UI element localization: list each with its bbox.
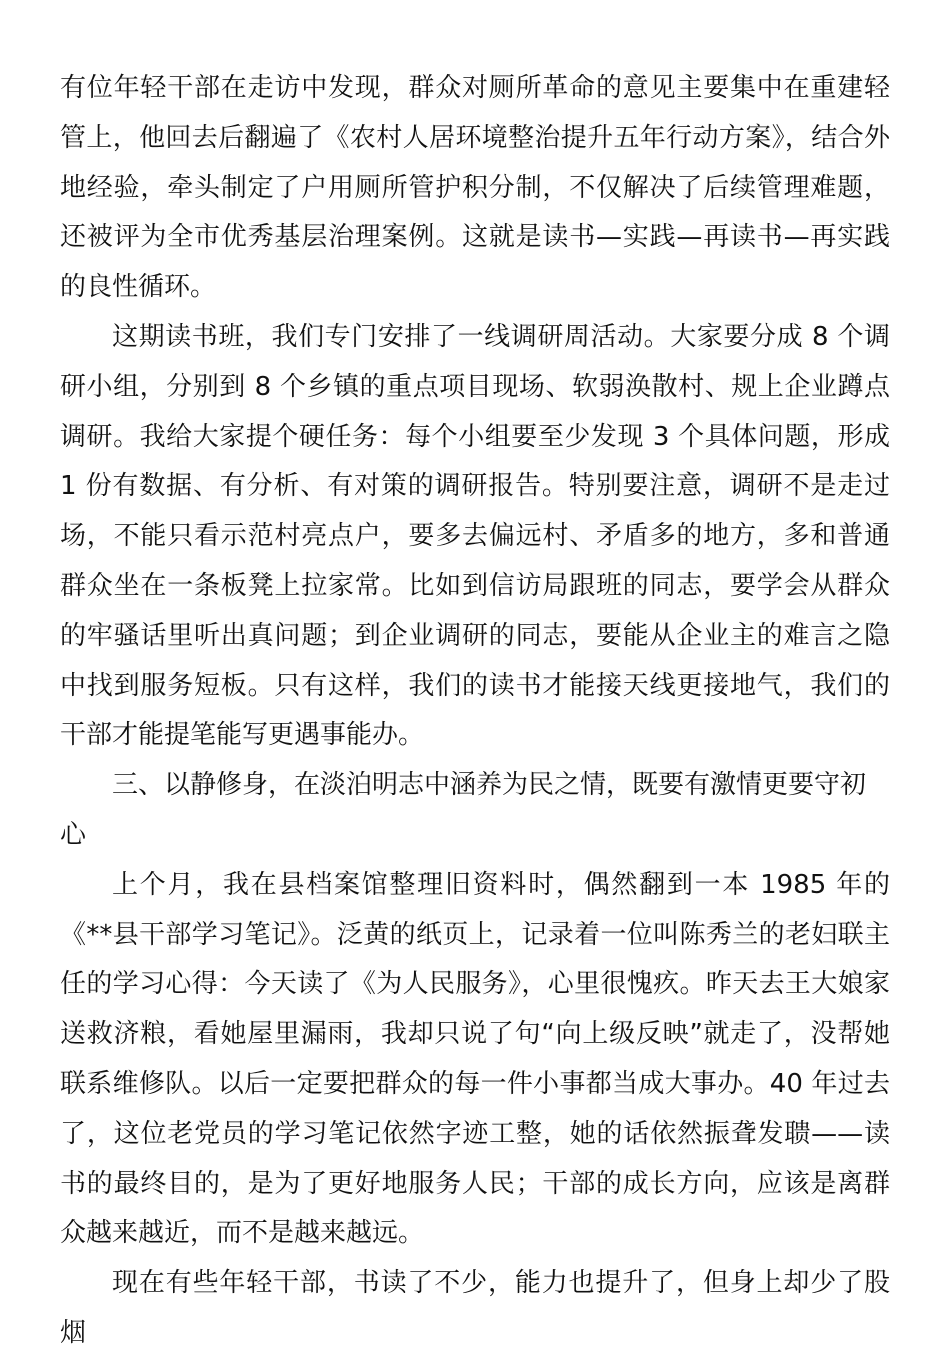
paragraph-2: 这期读书班，我们专门安排了一线调研周活动。大家要分成 8 个调研小组，分别到 8 个乡镇的重点项目现场、软弱涣散村、规上企业蹲点调研。我给大家提个硬任务：每个小组要至少发现 3 个具体问题，形成 1 份有数据、有分析、有对策的调研报告。特别要注意，调研不是走过场，不能只看示范村亮点户，要多去偏远村、矛盾多的地方，多和普通群众坐在一条板凳上拉家常。比如到信访局跟班的同志，要学会从群众的牢骚话里听出真问题；到企业调研的同志，要能从企业主的难言之隐中找到服务短板。只有这样，我们的读书才能接天线更接地气，我们的干部才能提笔能写更遇事能办。 [60,321,890,751]
paragraph-1: 有位年轻干部在走访中发现，群众对厕所革命的意见主要集中在重建轻管上，他回去后翻遍了《农村人居环境整治提升五年行动方案》，结合外地经验，牵头制定了户用厕所管护积分制，不仅解决了后续管理难题，还被评为全市优秀基层治理案例。这就是读书—实践—再读书—再实践的良性循环。 [60,73,890,303]
paragraph-4: 现在有些年轻干部，书读了不少，能力也提升了，但身上却少了股烟 [60,1268,890,1348]
paragraph-3: 上个月，我在县档案馆整理旧资料时，偶然翻到一本 1985 年的《**县干部学习笔记》。泛黄的纸页上，记录着一位叫陈秀兰的老妇联主任的学习心得：今天读了《为人民服务》，心里很愧疚。昨天去王大娘家送救济粮，看她屋里漏雨，我却只说了句“向上级反映”就走了，没帮她联系维修队。以后一定要把群众的每一件小事都当成大事办。40 年过去了，这位老党员的学习笔记依然字迹工整，她的话依然振聋发聩——读书的最终目的，是为了更好地服务人民；干部的成长方向，应该是离群众越来越近，而不是越来越远。 [60,869,890,1249]
section-heading-3: 三、以静修身，在淡泊明志中涵养为民之情，既要有激情更要守初心 [60,770,867,850]
